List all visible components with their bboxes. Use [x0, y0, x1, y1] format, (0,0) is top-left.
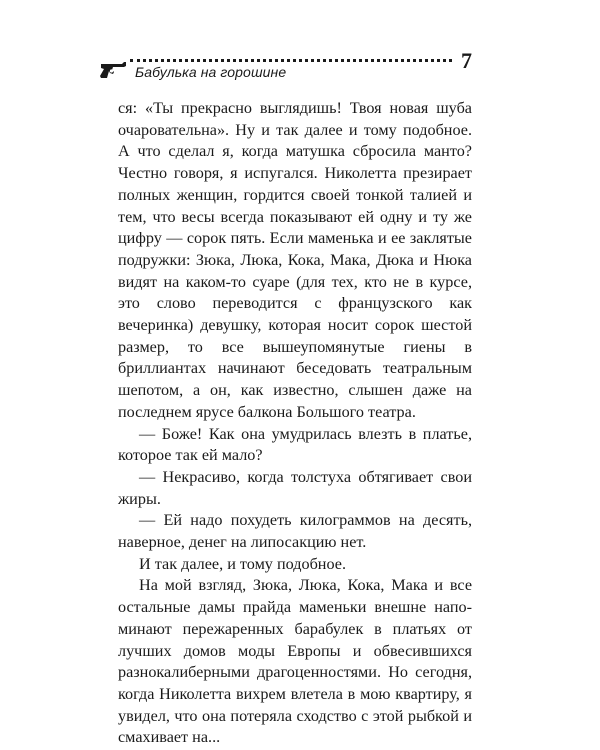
header-dotted-rule	[130, 59, 452, 62]
page-number: 7	[461, 48, 472, 73]
paragraph: На мой взгляд, Зюка, Люка, Кока, Мака и все остальные дамы прайда маменьки внешне напоминают пережаренных барабулек в платьях от лучших домов моды Европы и обвесившихся разнокалиберными драгоценностями. Но сегодня, когда Николетта вихрем влетела в мою квартиру, я увидел, что она потеряла сходство с этой рыбкой и смахивает на...	[118, 576, 472, 747]
page-header	[100, 50, 472, 86]
body-text	[118, 98, 472, 749]
revolver-icon	[100, 60, 130, 80]
paragraph: — Некрасиво, когда толстуха обтягивает свои жиры.	[118, 467, 472, 508]
paragraph: ся: «Ты прекрасно выглядишь! Твоя новая шуба очаровательна». Ну и так далее и тому подобное. А что сделал я, когда матушка сбросила манто? Честно говоря, я испугался. Николетта презирает полных женщин, гордится своей тонкой талией и тем, что весы всегда показывают ей одну и ту же цифру — сорок пять. Если маменька и ее заклятые подружки: Зюка, Люка, Кока, Мака, Дюка и Нюка видят на каком-то суаре (для тех, кто не в курсе, это слово переводится с французского как вечеринка) девушку, которая носит сорок шестой размер, то все вышеупомянутые гиены в бриллиантах начинают беседовать театральным шепотом, а он, как известно, слышен даже на последнем ярусе балкона Большого театра.	[118, 99, 472, 421]
paragraph: — Ей надо похудеть килограммов на десять, наверное, денег на липосакцию нет.	[118, 511, 472, 552]
paragraph: И так далее, и тому подобное.	[139, 554, 346, 573]
running-title: Бабулька на горошине	[135, 64, 287, 80]
paragraph: — Боже! Как она умудрилась влезть в платье, которое так ей мало?	[118, 424, 472, 465]
